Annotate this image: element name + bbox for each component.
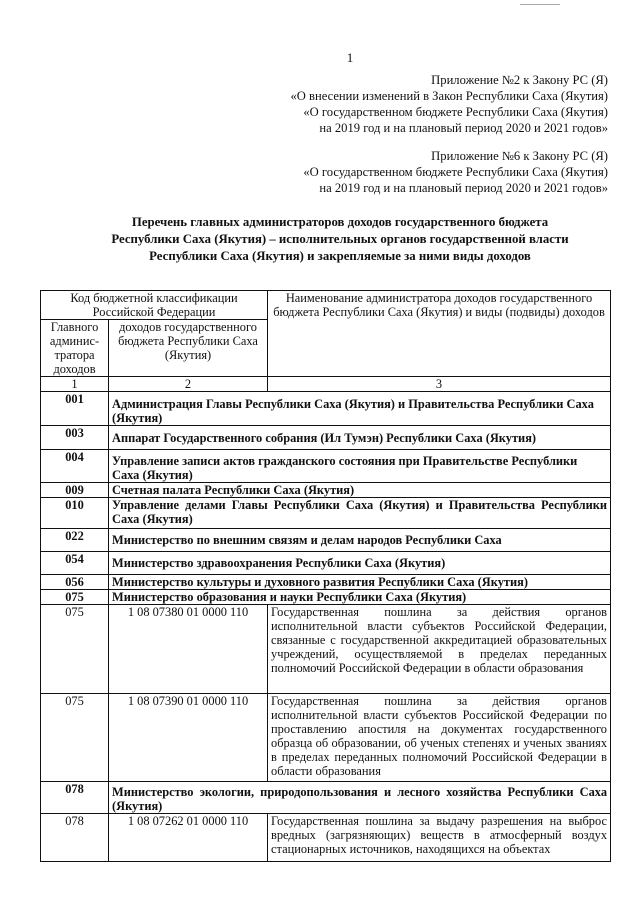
- admin-code: 003: [41, 426, 109, 450]
- title-line: Перечень главных администраторов доходов государственного бюджета: [131, 215, 549, 229]
- income-code: 1 08 07380 01 0000 110: [109, 605, 268, 694]
- admin-code: 056: [41, 575, 109, 590]
- admin-code: 078: [41, 814, 109, 862]
- admin-name: Аппарат Государственного собрания (Ил Тумэн) Республики Саха (Якутия): [109, 426, 611, 450]
- admin-name: Министерство здравоохранения Республики Саха (Якутия): [109, 552, 611, 575]
- admin-code: 009: [41, 483, 109, 498]
- income-description: Государственная пошлина за выдачу разрешения на выброс вредных (загрязняющих) веществ в атмосферный воздух стационарных источников, находящихся на объектах: [268, 814, 611, 862]
- admin-name: Министерство образования и науки Республики Саха (Якутия): [109, 590, 611, 605]
- top-scribble-line: [520, 4, 560, 5]
- header-income-code: доходов государственного бюджета Республики Саха (Якутия): [109, 320, 268, 377]
- admin-name: Министерство по внешним связям и делам народов Республики Саха: [109, 529, 611, 552]
- appendix-line: «О государственном бюджете Республики Саха (Якутия): [303, 165, 608, 179]
- appendix-header-6: [303, 148, 608, 196]
- appendix-line: «О внесении изменений в Закон Республики Саха (Якутия): [290, 89, 608, 103]
- header-kbk: Код бюджетной классификации Российской Федерации: [41, 291, 268, 320]
- appendix-line: на 2019 год и на плановый период 2020 и 2021 годов»: [319, 181, 608, 195]
- appendix-line: «О государственном бюджете Республики Саха (Якутия): [303, 105, 608, 119]
- header-name: Наименование администратора доходов государственного бюджета Республики Саха (Якутия) и виды (подвиды) доходов: [268, 291, 611, 377]
- appendix-header-2: [290, 72, 608, 136]
- page-number: 1: [346, 50, 354, 65]
- admin-code: 010: [41, 498, 109, 529]
- admin-code: 078: [41, 782, 109, 814]
- appendix-line: Приложение №6 к Закону РС (Я): [431, 149, 608, 163]
- header-admin-code: Главного админис-тратора доходов: [41, 320, 109, 377]
- income-description: Государственная пошлина за действия органов исполнительной власти субъектов Российской Федерации по проставлению апостиля на документах государственного образца об образовании, об ученых степенях и ученых званиях в пределах переданных полномочий Российской Федерации в области образования: [268, 694, 611, 782]
- column-number: 1: [41, 377, 109, 392]
- income-code: 1 08 07262 01 0000 110: [109, 814, 268, 862]
- admin-name: Администрация Главы Республики Саха (Якутия) и Правительства Республики Саха (Якутия): [109, 392, 611, 426]
- admin-name: Управление записи актов гражданского состояния при Правительстве Республики Саха (Якутия): [109, 450, 611, 483]
- title-line: Республики Саха (Якутия) – исполнительных органов государственной власти: [111, 232, 569, 246]
- appendix-line: Приложение №2 к Закону РС (Я): [431, 73, 608, 87]
- admin-code: 054: [41, 552, 109, 575]
- admin-name: Министерство культуры и духовного развития Республики Саха (Якутия): [109, 575, 611, 590]
- revenue-administrators-table: [40, 290, 611, 862]
- appendix-line: на 2019 год и на плановый период 2020 и 2021 годов»: [319, 121, 608, 135]
- admin-code: 004: [41, 450, 109, 483]
- title-line: Республики Саха (Якутия) и закрепляемые за ними виды доходов: [149, 249, 531, 263]
- admin-code: 022: [41, 529, 109, 552]
- admin-name: Министерство экологии, природопользования и лесного хозяйства Республики Саха (Якутия): [109, 782, 611, 814]
- document-title: [40, 214, 640, 265]
- column-number: 2: [109, 377, 268, 392]
- column-number: 3: [268, 377, 611, 392]
- admin-code: 075: [41, 694, 109, 782]
- admin-code: 001: [41, 392, 109, 426]
- income-description: Государственная пошлина за действия органов исполнительной власти субъектов Российской Федерации, связанные с государственной аккредитацией образовательных учреждений, осуществляемой в пределах переданных полномочий Российской Федерации в области образования: [268, 605, 611, 694]
- admin-name: Счетная палата Республики Саха (Якутия): [109, 483, 611, 498]
- admin-code: 075: [41, 590, 109, 605]
- admin-name: Управление делами Главы Республики Саха (Якутия) и Правительства Республики Саха (Якутия): [109, 498, 611, 529]
- income-code: 1 08 07390 01 0000 110: [109, 694, 268, 782]
- admin-code: 075: [41, 605, 109, 694]
